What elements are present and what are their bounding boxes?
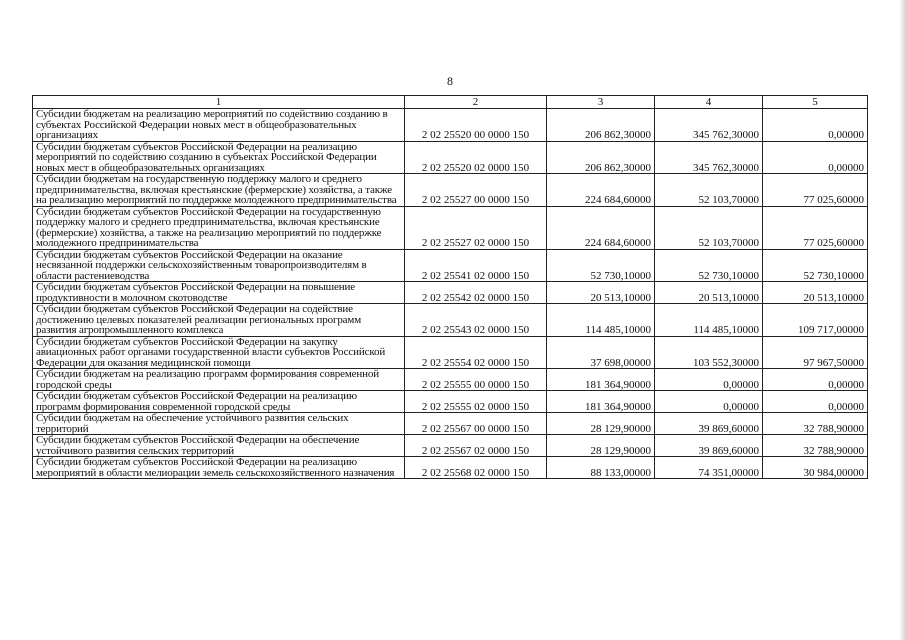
table-row	[33, 369, 868, 391]
row-code-cell: 2 02 25520 02 0000 150	[405, 141, 547, 174]
row-value-col3: 224 684,60000	[547, 206, 655, 249]
table-body	[33, 109, 868, 479]
row-value-col5: 32 788,90000	[763, 413, 868, 435]
table-row	[33, 391, 868, 413]
row-value-col3: 20 513,10000	[547, 282, 655, 304]
row-code-cell: 2 02 25520 00 0000 150	[405, 109, 547, 142]
row-value-col4: 20 513,10000	[655, 282, 763, 304]
row-value-col3: 52 730,10000	[547, 249, 655, 282]
column-header-2: 2	[405, 96, 547, 109]
row-name-cell: Субсидии бюджетам субъектов Российской Федерации на реализацию программ формирования современной городской среды	[33, 391, 405, 413]
row-name-cell: Субсидии бюджетам на обеспечение устойчивого развития сельских территорий	[33, 413, 405, 435]
table-row	[33, 304, 868, 337]
row-code-cell: 2 02 25541 02 0000 150	[405, 249, 547, 282]
row-code-cell: 2 02 25555 02 0000 150	[405, 391, 547, 413]
table-row	[33, 435, 868, 457]
row-value-col4: 39 869,60000	[655, 413, 763, 435]
table-row	[33, 141, 868, 174]
row-value-col5: 52 730,10000	[763, 249, 868, 282]
table-row	[33, 174, 868, 207]
row-name-cell: Субсидии бюджетам субъектов Российской Федерации на реализацию мероприятий в области мелиорации земель сельскохозяйственного назначения	[33, 457, 405, 479]
table-row	[33, 206, 868, 249]
row-value-col5: 30 984,00000	[763, 457, 868, 479]
row-name-cell: Субсидии бюджетам субъектов Российской Федерации на повышение продуктивности в молочном скотоводстве	[33, 282, 405, 304]
row-value-col5: 77 025,60000	[763, 174, 868, 207]
row-value-col4: 103 552,30000	[655, 336, 763, 369]
row-code-cell: 2 02 25555 00 0000 150	[405, 369, 547, 391]
row-code-cell: 2 02 25527 00 0000 150	[405, 174, 547, 207]
row-value-col5: 20 513,10000	[763, 282, 868, 304]
row-value-col5: 0,00000	[763, 391, 868, 413]
row-name-cell: Субсидии бюджетам субъектов Российской Федерации на обеспечение устойчивого развития сельских территорий	[33, 435, 405, 457]
row-name-cell: Субсидии бюджетам на реализацию программ формирования современной городской среды	[33, 369, 405, 391]
table-row	[33, 109, 868, 142]
row-value-col3: 28 129,90000	[547, 435, 655, 457]
row-value-col3: 224 684,60000	[547, 174, 655, 207]
row-value-col4: 52 103,70000	[655, 174, 763, 207]
row-value-col4: 0,00000	[655, 369, 763, 391]
row-name-cell: Субсидии бюджетам субъектов Российской Федерации на содействие достижению целевых показателей реализации региональных программ развития агропромышленного комплекса	[33, 304, 405, 337]
row-value-col4: 345 762,30000	[655, 109, 763, 142]
row-code-cell: 2 02 25542 02 0000 150	[405, 282, 547, 304]
row-value-col5: 32 788,90000	[763, 435, 868, 457]
column-header-4: 4	[655, 96, 763, 109]
row-name-cell: Субсидии бюджетам субъектов Российской Федерации на государственную поддержку малого и среднего предпринимательства, включая крестьянские (фермерские) хозяйства, а также на реализацию мероприятий по поддержке молодежного предпринимательства	[33, 206, 405, 249]
table-row	[33, 413, 868, 435]
header-row	[33, 96, 868, 109]
row-code-cell: 2 02 25527 02 0000 150	[405, 206, 547, 249]
row-value-col4: 345 762,30000	[655, 141, 763, 174]
table-row	[33, 457, 868, 479]
row-value-col4: 39 869,60000	[655, 435, 763, 457]
row-value-col3: 114 485,10000	[547, 304, 655, 337]
row-name-cell: Субсидии бюджетам субъектов Российской Федерации на закупку авиационных работ органами государственной власти субъектов Российской Федерации для оказания медицинской помощи	[33, 336, 405, 369]
row-value-col3: 28 129,90000	[547, 413, 655, 435]
page-number: 8	[447, 74, 453, 88]
row-value-col5: 0,00000	[763, 141, 868, 174]
row-value-col3: 181 364,90000	[547, 369, 655, 391]
row-value-col5: 109 717,00000	[763, 304, 868, 337]
row-value-col4: 52 103,70000	[655, 206, 763, 249]
table-header	[33, 96, 868, 109]
row-value-col3: 88 133,00000	[547, 457, 655, 479]
row-code-cell: 2 02 25568 02 0000 150	[405, 457, 547, 479]
row-value-col3: 206 862,30000	[547, 109, 655, 142]
row-value-col3: 181 364,90000	[547, 391, 655, 413]
row-value-col3: 206 862,30000	[547, 141, 655, 174]
row-code-cell: 2 02 25567 00 0000 150	[405, 413, 547, 435]
column-header-3: 3	[547, 96, 655, 109]
row-value-col4: 52 730,10000	[655, 249, 763, 282]
row-name-cell: Субсидии бюджетам на государственную поддержку малого и среднего предпринимательства, включая крестьянские (фермерские) хозяйства, а также на реализацию мероприятий по поддержке молодежного предпринимательства	[33, 174, 405, 207]
table-row	[33, 336, 868, 369]
row-value-col4: 74 351,00000	[655, 457, 763, 479]
row-value-col5: 0,00000	[763, 109, 868, 142]
table-row	[33, 282, 868, 304]
row-name-cell: Субсидии бюджетам на реализацию мероприятий по содействию созданию в субъектах Российской Федерации новых мест в общеобразовательных организациях	[33, 109, 405, 142]
row-value-col5: 0,00000	[763, 369, 868, 391]
scan-edge-shadow	[899, 0, 905, 640]
column-header-5: 5	[763, 96, 868, 109]
row-value-col5: 97 967,50000	[763, 336, 868, 369]
row-code-cell: 2 02 25567 02 0000 150	[405, 435, 547, 457]
row-value-col4: 0,00000	[655, 391, 763, 413]
row-code-cell: 2 02 25543 02 0000 150	[405, 304, 547, 337]
row-name-cell: Субсидии бюджетам субъектов Российской Федерации на оказание несвязанной поддержки сельскохозяйственным товаропроизводителям в области растениеводства	[33, 249, 405, 282]
row-code-cell: 2 02 25554 02 0000 150	[405, 336, 547, 369]
row-value-col5: 77 025,60000	[763, 206, 868, 249]
subsidies-table	[32, 95, 868, 479]
row-value-col4: 114 485,10000	[655, 304, 763, 337]
column-header-1: 1	[33, 96, 405, 109]
row-name-cell: Субсидии бюджетам субъектов Российской Федерации на реализацию мероприятий по содействию созданию в субъектах Российской Федерации новых мест в общеобразовательных организациях	[33, 141, 405, 174]
table-row	[33, 249, 868, 282]
row-value-col3: 37 698,00000	[547, 336, 655, 369]
